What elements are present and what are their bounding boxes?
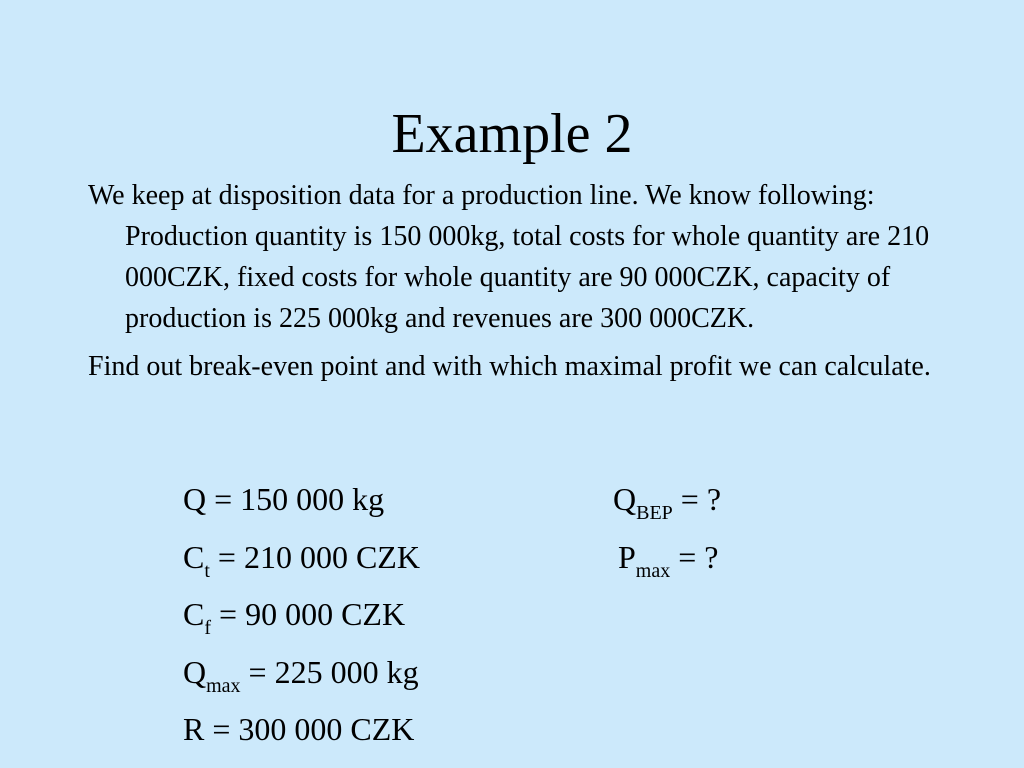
unknown-break-even-quantity: $Q_{BEP}$ = ? [613,481,722,524]
unknown-max-profit: $P_{max}$ = ? [618,538,719,582]
equation-row [183,536,803,594]
given-fixed-costs: $C_f = 90$ 000 CZK [183,596,406,639]
equation-block [183,478,803,766]
slide-title: Example 2 [391,103,633,165]
problem-text [88,175,988,387]
given-capacity: $Q_{max} = 225$ 000 kg [183,653,419,697]
equation-row [183,708,803,766]
equation-row [183,478,803,536]
equation-row [183,651,803,709]
given-revenues: R = 300 000 CZK [183,711,415,747]
problem-paragraph: We keep at disposition data for a production line. We know following: Production quantity is 150 000kg, total costs for whole quantity are 210 000CZK, fixed costs for whole quantity are 90 000CZK, capacity of production is 225 000kg and revenues are 300 000CZK. [88,180,930,334]
given-total-costs: $C_t = 210$ 000 CZK [183,538,420,582]
task-paragraph: Find out break-even point and with which maximal profit we can calculate. [88,351,931,382]
equation-row [183,593,803,651]
given-quantity: Q = 150 000 kg [183,481,385,517]
